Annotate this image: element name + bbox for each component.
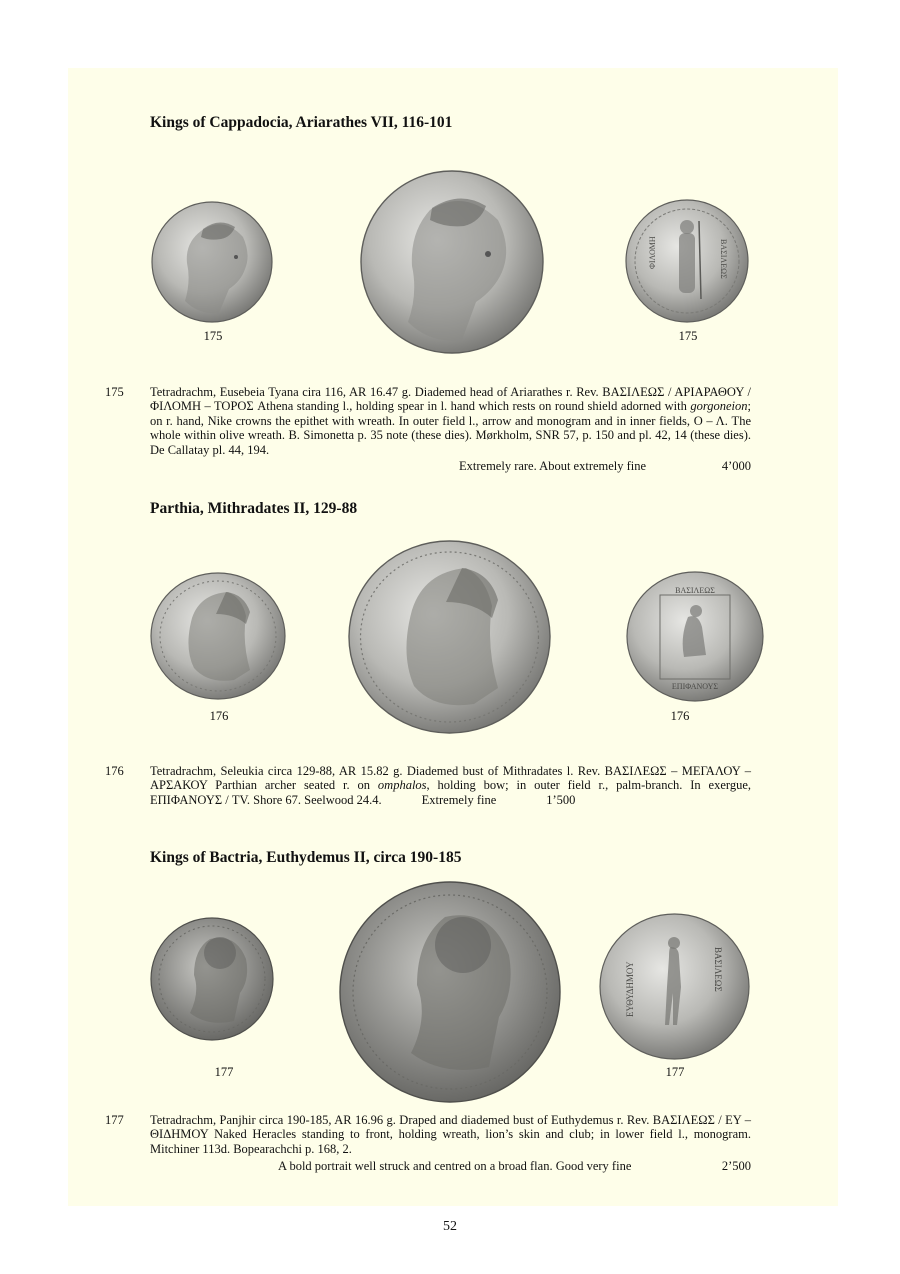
lot-176-grade: Extremely fine	[421, 792, 497, 807]
lot-175-desc-part: Tetradrachm, Eusebeia Tyana cira 116, AR 16.47 g. Diademed head of Ariarathes r. Rev. ΒΑΣΙΛΕΩΣ / ΑΡΙΑΡΑΘΟΥ / ΦΙΛΟΜΗ – ΤΟΡΟΣ Athena standing l., holding spear in l. hand which rests on round shield adorned with	[150, 385, 751, 414]
lot-176-heading: Parthia, Mithradates II, 129-88	[150, 500, 358, 517]
lot-175-heading: Kings of Cappadocia, Ariarathes VII, 116-101	[150, 114, 453, 131]
lot-177-number: 177	[105, 1113, 124, 1127]
coin-175-reverse-legend-left: ΦΙΛΟΜΗ	[648, 236, 657, 269]
coin-176-reverse-legend-bottom: ΕΠΙΦΑΝΟΥΣ	[671, 682, 719, 691]
coin-175-obverse-caption: 175	[203, 329, 223, 343]
coin-175-obverse-small	[151, 201, 273, 323]
lot-176-desc-part: Tetradrachm, Seleukia circa 129-88, AR 15.82 g. Diademed bust of Mithradates l. Rev. ΒΑΣΙΛΕΩΣ – ΜΕΓΑΛΟΥ – ΑΡΣΑΚΟΥ Parthian archer seated r. on	[150, 764, 751, 793]
lot-175-grade: Extremely rare. About extremely fine	[459, 459, 647, 473]
coin-176-reverse-caption: 176	[670, 709, 690, 723]
coin-177-reverse-caption: 177	[665, 1065, 685, 1079]
coin-176-reverse	[626, 571, 764, 702]
coin-177-obverse-small	[150, 917, 274, 1041]
lot-177-price: 2’500	[721, 1159, 751, 1173]
coin-177-reverse-legend-left: ΕΥΘΥΔΗΜΟΥ	[625, 961, 635, 1017]
lot-176-desc-italic: omphalos	[377, 778, 427, 793]
lot-175-description	[150, 385, 751, 457]
coin-177-obverse-enlarged	[339, 881, 561, 1103]
lot-176-desc-part: , holding bow; in outer field r., palm-branch. In exergue, ΕΠΙΦΑΝΟΥΣ / TV. Shore 67. Seelwood 24.4.	[150, 778, 752, 807]
coin-177-obverse-caption: 177	[214, 1065, 234, 1079]
lot-176-price: 1’500	[546, 792, 576, 807]
lot-175-desc-italic: gorgoneion	[690, 399, 748, 414]
coin-176-obverse-small	[150, 572, 286, 700]
coin-176-obverse-caption: 176	[209, 709, 229, 723]
coin-175-reverse-legend-right: ΒΑΣΙΛΕΩΣ	[719, 239, 728, 279]
lot-177-heading: Kings of Bactria, Euthydemus II, circa 190-185	[150, 849, 462, 866]
lot-175-price: 4’000	[721, 459, 751, 473]
lot-176-number: 176	[105, 764, 124, 778]
coin-176-reverse-legend-top: ΒΑΣΙΛΕΩΣ	[675, 586, 715, 595]
coin-175-reverse	[625, 199, 749, 323]
lot-175-number: 175	[105, 385, 124, 399]
lot-176-description	[150, 764, 751, 807]
lot-177-description: Tetradrachm, Panjhir circa 190-185, AR 16.96 g. Draped and diademed bust of Euthydemus r. Rev. ΒΑΣΙΛΕΩΣ / ΕΥ – ΘΙΔΗΜΟΥ Naked Heracles standing to front, holding wreath, lion’s skin and club; in lower field l., monogram. Mitchiner 113d. Bopearachchi p. 168, 2.	[150, 1113, 751, 1156]
coin-175-reverse-caption: 175	[678, 329, 698, 343]
coin-177-reverse	[599, 913, 750, 1060]
coin-175-obverse-enlarged	[360, 170, 544, 354]
coin-177-reverse-legend-right: ΒΑΣΙΛΕΩΣ	[713, 947, 723, 992]
lot-177-grade: A bold portrait well struck and centred on a broad flan. Good very fine	[278, 1159, 632, 1173]
page-number: 52	[443, 1219, 457, 1234]
coin-176-obverse-enlarged	[348, 540, 551, 734]
lot-175-desc-part: ; on r. hand, Nike crowns the epithet with wreath. In outer field l., arrow and monogram and in inner fields, Ο – Λ. The whole within olive wreath. B. Simonetta p. 35 note (these dies). Mørkholm, SNR 57, p. 150 and pl. 42, 14 (these dies). De Callatay pl. 44, 194.	[150, 399, 751, 457]
